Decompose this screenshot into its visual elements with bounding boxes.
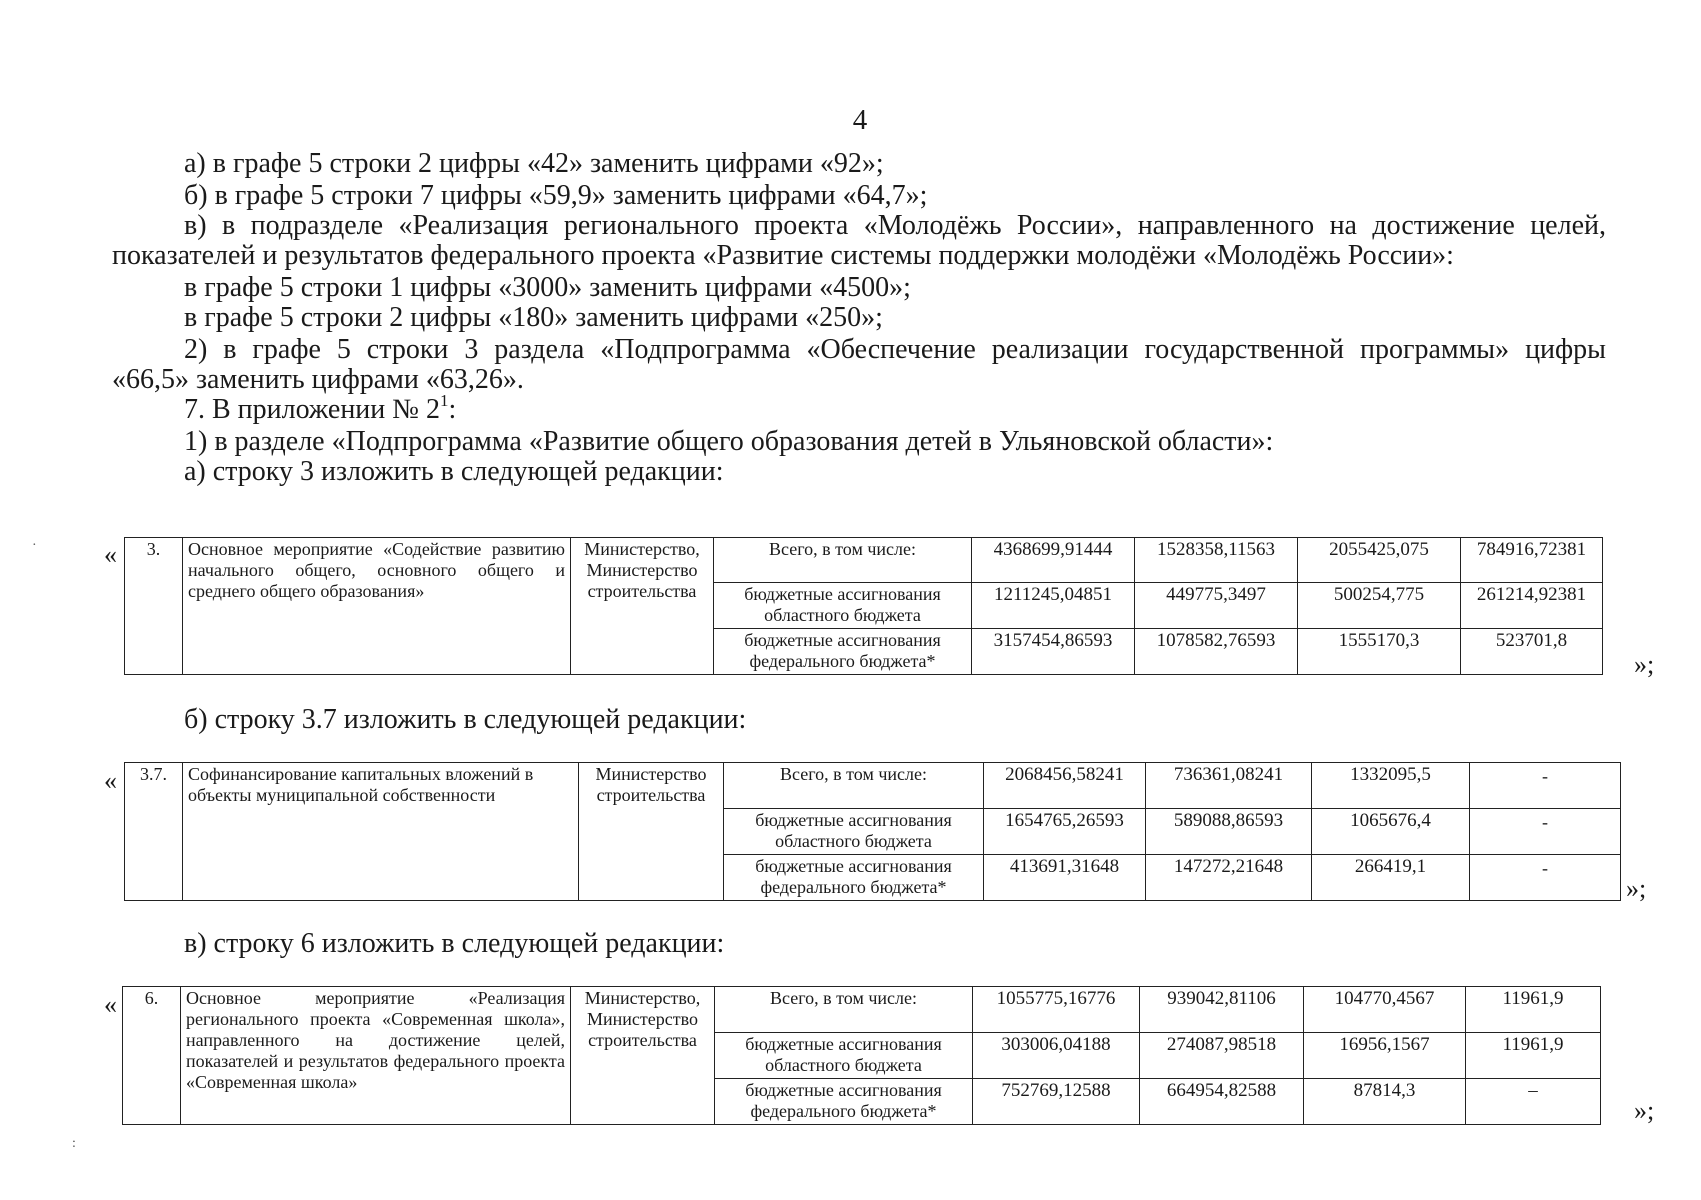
measure-name: Основное мероприятие «Реализация регионального проекта «Современная школа», направленного на достижение целей, показателей и результатов федерального проекта «Современная школа» <box>181 987 571 1125</box>
paragraph-a: а) в графе 5 строки 2 цифры «42» заменить цифрами «92»; <box>184 148 884 179</box>
paragraph-7 <box>184 391 457 426</box>
value-year-1: 274087,98518 <box>1140 1033 1304 1079</box>
source-regional: бюджетные ассигнования областного бюджета <box>715 1033 973 1079</box>
value-year-1: 589088,86593 <box>1146 809 1312 855</box>
value-year-2: 1065676,4 <box>1312 809 1470 855</box>
table2-open-quote: « <box>104 766 117 795</box>
value-total: 1211245,04851 <box>972 583 1135 629</box>
paragraph-c-line2: показателей и результатов федерального проекта «Развитие системы поддержки молодёжи «Молодёжь России»: <box>112 240 1454 271</box>
scan-speck: : <box>72 1136 76 1151</box>
row-number: 3.7. <box>125 763 183 901</box>
value-year-2: 1555170,3 <box>1298 629 1461 675</box>
value-year-2: 2055425,075 <box>1298 538 1461 583</box>
value-year-2: 16956,1567 <box>1304 1033 1466 1079</box>
value-year-3: - <box>1470 763 1621 809</box>
value-year-1: 939042,81106 <box>1140 987 1304 1033</box>
scan-speck: · <box>32 538 37 553</box>
value-year-2: 266419,1 <box>1312 855 1470 901</box>
value-total: 303006,04188 <box>973 1033 1140 1079</box>
table-row <box>125 538 1603 583</box>
executor: Министерство, Министерство строительства <box>571 538 714 675</box>
source-total: Всего, в том числе: <box>715 987 973 1033</box>
value-year-1: 664954,82588 <box>1140 1079 1304 1125</box>
measure-name: Софинансирование капитальных вложений в объекты муниципальной собственности <box>183 763 579 901</box>
paragraph-2-line2: «66,5» заменить цифрами «63,26». <box>112 364 524 395</box>
page-number: 4 <box>852 104 868 136</box>
measure-name: Основное мероприятие «Содействие развитию начального общего, основного общего и среднего общего образования» <box>183 538 571 675</box>
value-year-2: 104770,4567 <box>1304 987 1466 1033</box>
value-year-3: 784916,72381 <box>1461 538 1603 583</box>
paragraph-7-1: 1) в разделе «Подпрограмма «Развитие общего образования детей в Ульяновской области»: <box>184 426 1274 457</box>
source-federal: бюджетные ассигнования федерального бюджета* <box>715 1079 973 1125</box>
paragraph-7-text: 7. В приложении № 2 <box>184 394 440 425</box>
table-row-3-7 <box>124 762 1621 901</box>
paragraph-2-line1: 2) в графе 5 строки 3 раздела «Подпрограмма «Обеспечение реализации государственной программы» цифры <box>184 334 1606 365</box>
value-year-1: 147272,21648 <box>1146 855 1312 901</box>
row-number: 3. <box>125 538 183 675</box>
table1-open-quote: « <box>104 540 117 569</box>
paragraph-b: б) в графе 5 строки 7 цифры «59,9» заменить цифрами «64,7»; <box>184 180 928 211</box>
paragraph-7-superscript: 1 <box>440 391 449 410</box>
value-year-1: 449775,3497 <box>1135 583 1298 629</box>
paragraph-c-line1: в) в подразделе «Реализация регионального проекта «Молодёжь России», направленного на достижение целей, <box>184 210 1606 241</box>
value-year-3: 261214,92381 <box>1461 583 1603 629</box>
paragraph-7-1-c: в) строку 6 изложить в следующей редакции: <box>184 928 725 959</box>
value-year-3: - <box>1470 855 1621 901</box>
source-regional: бюджетные ассигнования областного бюджета <box>724 809 984 855</box>
value-year-1: 1528358,11563 <box>1135 538 1298 583</box>
table-row-3 <box>124 537 1603 675</box>
value-year-2: 87814,3 <box>1304 1079 1466 1125</box>
source-regional: бюджетные ассигнования областного бюджета <box>714 583 972 629</box>
paragraph-c1: в графе 5 строки 1 цифры «3000» заменить цифрами «4500»; <box>184 272 911 303</box>
value-total: 3157454,86593 <box>972 629 1135 675</box>
value-total: 2068456,58241 <box>984 763 1146 809</box>
table1-close-quote: »; <box>1634 650 1655 679</box>
paragraph-7-1-a: а) строку 3 изложить в следующей редакции: <box>184 456 724 487</box>
value-year-3: - <box>1470 809 1621 855</box>
paragraph-7-tail: : <box>448 394 457 425</box>
source-total: Всего, в том числе: <box>724 763 984 809</box>
value-year-3: 11961,9 <box>1466 1033 1601 1079</box>
table-row-6 <box>122 986 1601 1125</box>
row-number: 6. <box>123 987 181 1125</box>
value-year-1: 1078582,76593 <box>1135 629 1298 675</box>
paragraph-7-1-b: б) строку 3.7 изложить в следующей редакции: <box>184 704 747 735</box>
table-row <box>125 763 1621 809</box>
value-total: 413691,31648 <box>984 855 1146 901</box>
value-total: 1654765,26593 <box>984 809 1146 855</box>
value-total: 4368699,91444 <box>972 538 1135 583</box>
value-year-3: 523701,8 <box>1461 629 1603 675</box>
value-year-3: 11961,9 <box>1466 987 1601 1033</box>
value-year-3: – <box>1466 1079 1601 1125</box>
value-year-2: 500254,775 <box>1298 583 1461 629</box>
executor: Министерство, Министерство строительства <box>571 987 715 1125</box>
value-year-1: 736361,08241 <box>1146 763 1312 809</box>
source-federal: бюджетные ассигнования федерального бюджета* <box>724 855 984 901</box>
table3-close-quote: »; <box>1634 1096 1655 1125</box>
source-total: Всего, в том числе: <box>714 538 972 583</box>
value-total: 1055775,16776 <box>973 987 1140 1033</box>
value-year-2: 1332095,5 <box>1312 763 1470 809</box>
table2-close-quote: »; <box>1626 874 1647 903</box>
table3-open-quote: « <box>104 990 117 1019</box>
value-total: 752769,12588 <box>973 1079 1140 1125</box>
table-row <box>123 987 1601 1033</box>
paragraph-c2: в графе 5 строки 2 цифры «180» заменить цифрами «250»; <box>184 302 883 333</box>
source-federal: бюджетные ассигнования федерального бюджета* <box>714 629 972 675</box>
executor: Министерство строительства <box>579 763 724 901</box>
